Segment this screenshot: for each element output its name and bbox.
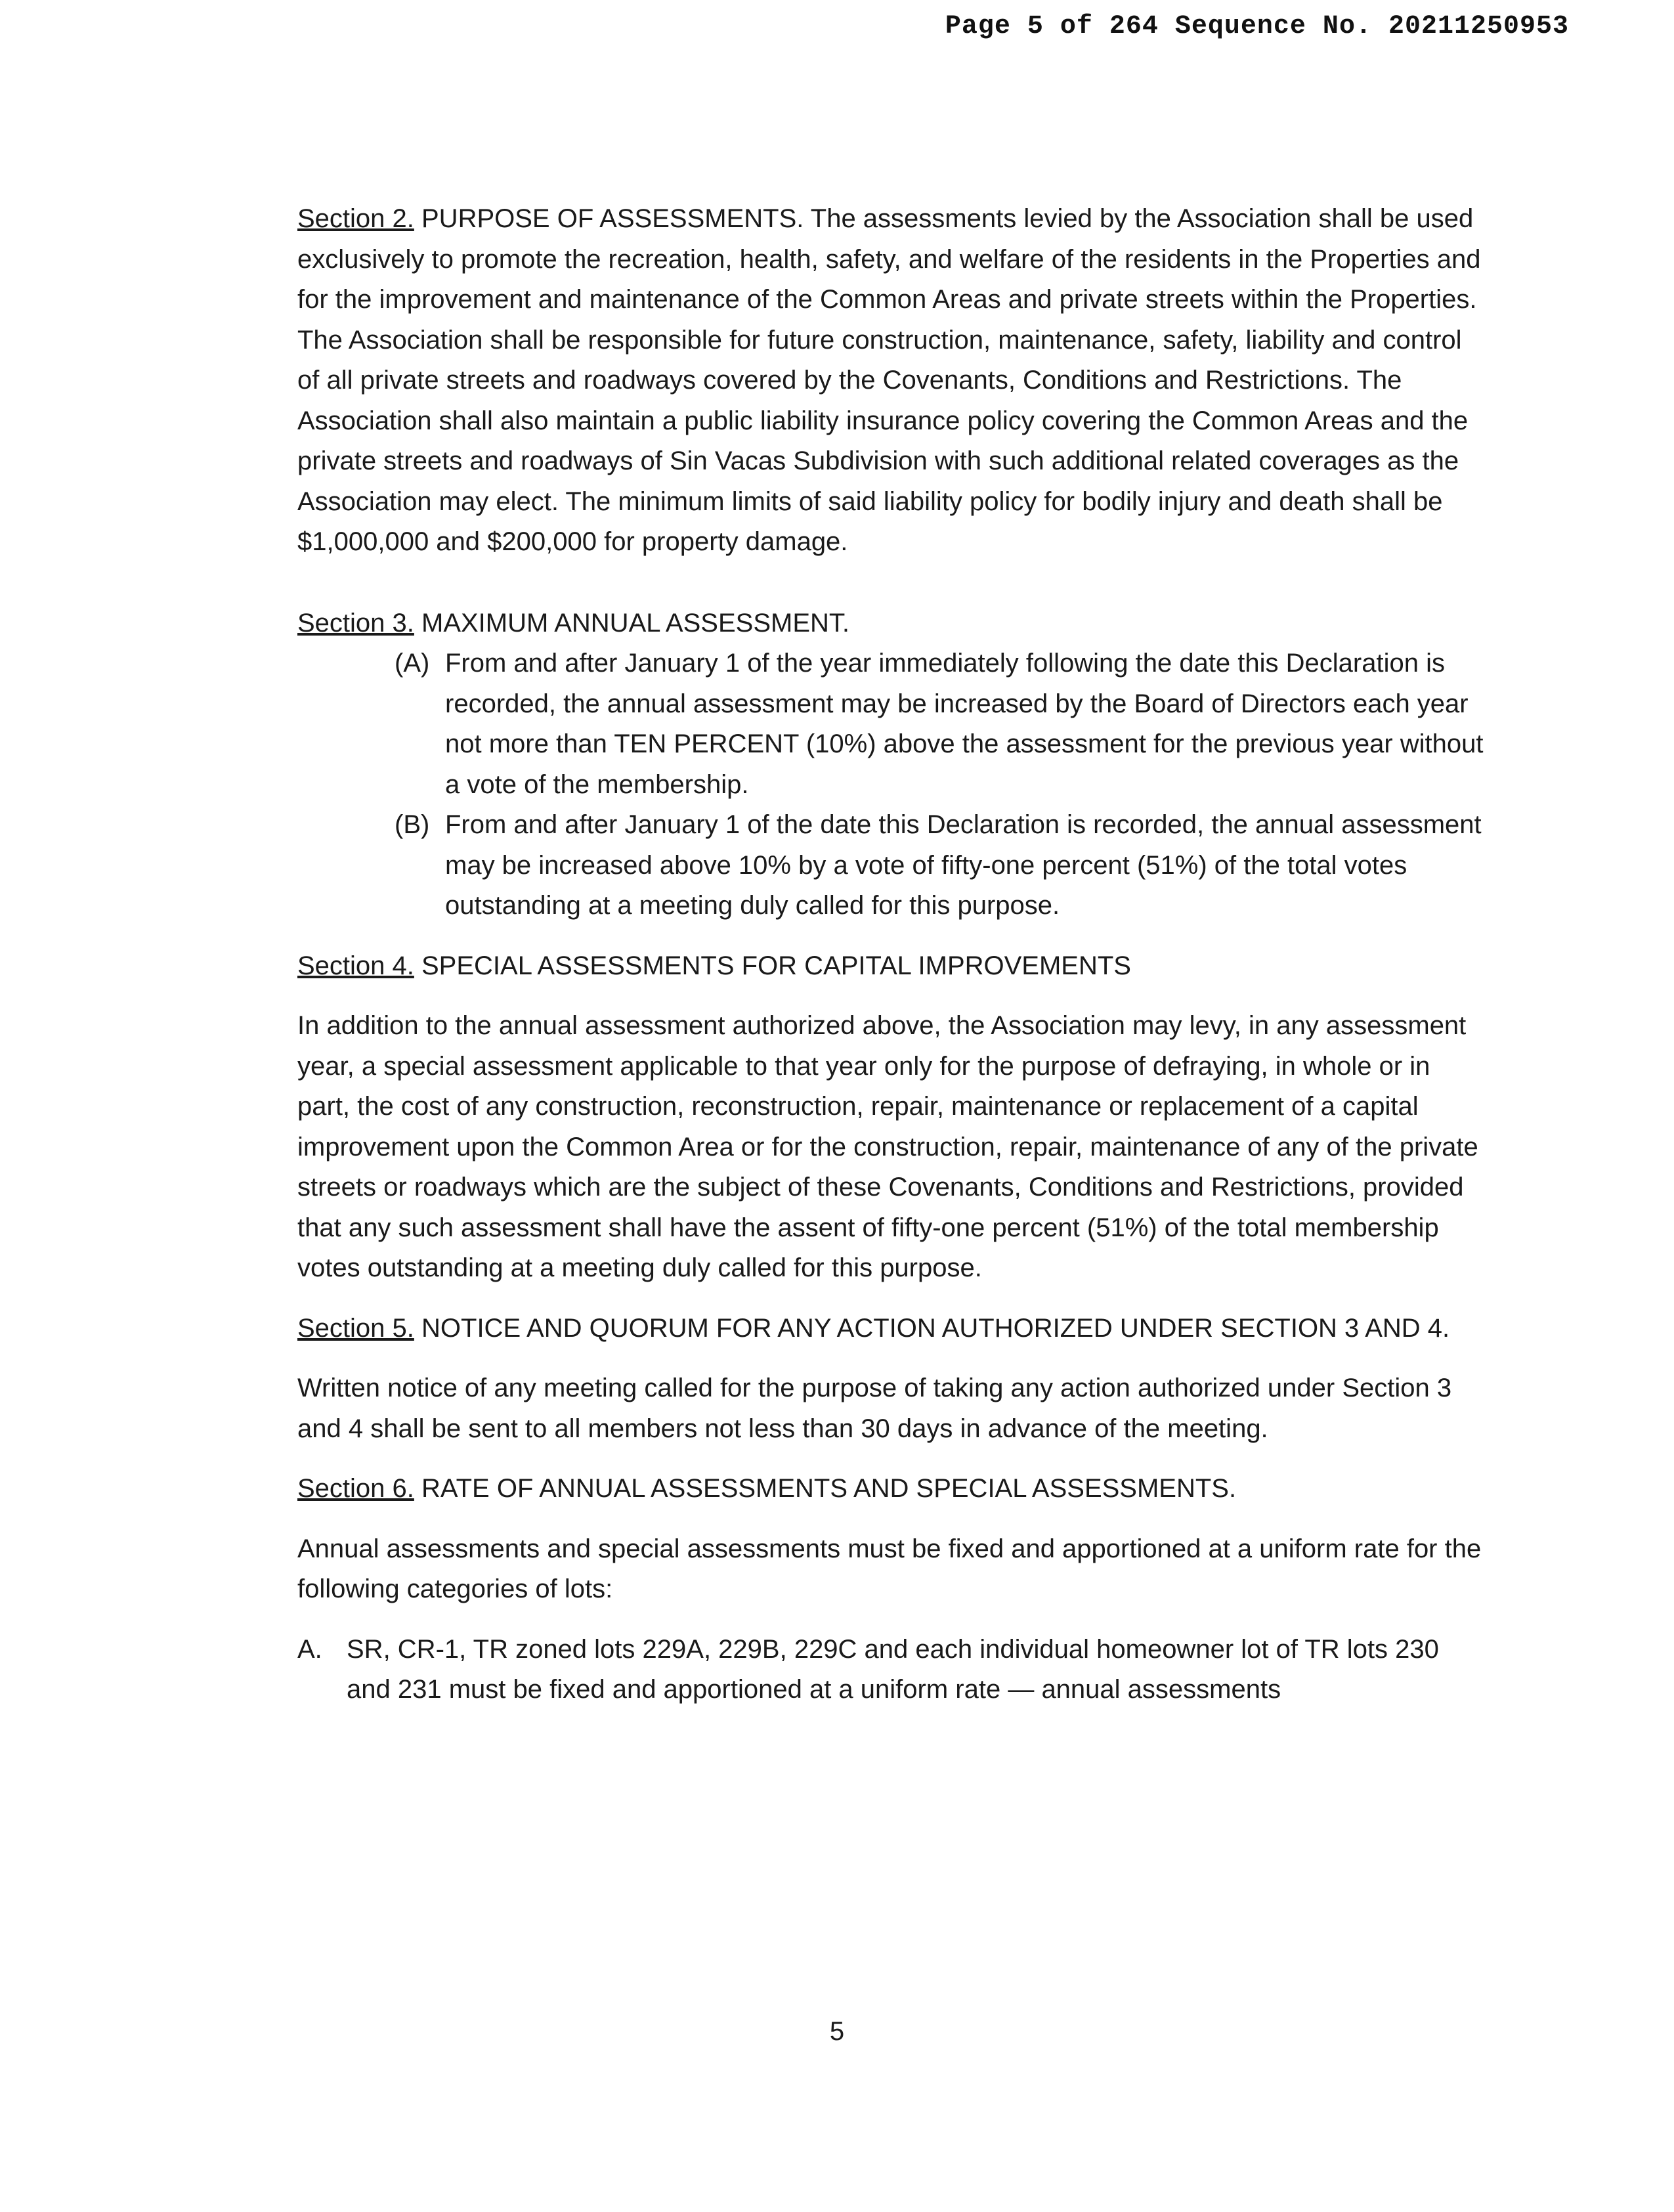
section-5-heading xyxy=(297,1309,1486,1349)
section-2-text: PURPOSE OF ASSESSMENTS. The assessments levied by the Association shall be used exclusively to promote the recreation, health, safety, and welfare of the residents in the Properties and for the improvement and maintenance of the Common Areas and private streets within the Properties. The Association shall be responsible for future construction, maintenance, safety, liability and control of all private streets and roadways covered by the Covenants, Conditions and Restrictions. The Association shall also maintain a public liability insurance policy covering the Common Areas and the private streets and roadways of Sin Vacas Subdivision with such additional related coverages as the Association may elect. The minimum limits of said liability policy for bodily injury and death shall be $1,000,000 and $200,000 for property damage. xyxy=(297,204,1481,556)
section-6-title: RATE OF ANNUAL ASSESSMENTS AND SPECIAL ASSESSMENTS. xyxy=(414,1474,1237,1503)
item-marker: (B) xyxy=(395,810,430,839)
section-4-title: SPECIAL ASSESSMENTS FOR CAPITAL IMPROVEMENTS xyxy=(414,951,1131,980)
document-body xyxy=(297,199,1486,1710)
section-3-label: Section 3. xyxy=(297,608,414,638)
page-number: 5 xyxy=(829,2017,845,2046)
section-5-title: NOTICE AND QUORUM FOR ANY ACTION AUTHORIZED UNDER SECTION 3 AND 4. xyxy=(414,1313,1450,1343)
section-4-heading xyxy=(297,946,1486,987)
item-marker: (A) xyxy=(395,649,430,678)
section-4-body: In addition to the annual assessment authorized above, the Association may levy, in any assessment year, a special assessment applicable to that year only for the purpose of defraying, in whole or in part, the cost of any construction, reconstruction, repair, maintenance or replacement of a capital improvement upon the Common Area or for the construction, repair, maintenance of any of the private streets or roadways which are the subject of these Covenants, Conditions and Restrictions, provided that any such assessment shall have the assent of fifty-one percent (51%) of the total membership votes outstanding at a meeting duly called for this purpose. xyxy=(297,1011,1478,1282)
section-3-title: MAXIMUM ANNUAL ASSESSMENT. xyxy=(414,608,849,638)
section-6-heading xyxy=(297,1469,1486,1509)
section-2 xyxy=(297,199,1486,563)
section-5-body: Written notice of any meeting called for the purpose of taking any action authorized under Section 3 and 4 shall be sent to all members not less than 30 days in advance of the meeting. xyxy=(297,1374,1452,1443)
item-text: From and after January 1 of the year immediately following the date this Declaration is recorded, the annual assessment may be increased by the Board of Directors each year not more than TEN PERCENT (10%) above the assessment for the previous year without a vote of the membership. xyxy=(445,649,1484,799)
section-6-label: Section 6. xyxy=(297,1474,414,1503)
recording-stamp: Page 5 of 264 Sequence No. 20211250953 xyxy=(945,12,1569,41)
section-3-item-b xyxy=(297,805,1486,926)
section-5-label: Section 5. xyxy=(297,1313,414,1343)
item-text: From and after January 1 of the date this Declaration is recorded, the annual assessment may be increased above 10% by a vote of fifty-one percent (51%) of the total votes outstanding at a meeting duly called for this purpose. xyxy=(445,810,1482,920)
section-6-body: Annual assessments and special assessments must be fixed and apportioned at a uniform rate for the following categories of lots: xyxy=(297,1534,1482,1603)
item-text: SR, CR-1, TR zoned lots 229A, 229B, 229C and each individual homeowner lot of TR lots 230 and 231 must be fixed and apportioned at a uniform rate — annual assessments xyxy=(347,1634,1439,1704)
item-marker: A. xyxy=(297,1634,322,1664)
section-4-label: Section 4. xyxy=(297,951,414,980)
section-3-heading xyxy=(297,603,1486,644)
section-6-item-a xyxy=(297,1630,1486,1710)
section-3-item-a xyxy=(297,643,1486,805)
section-2-label: Section 2. xyxy=(297,204,414,233)
